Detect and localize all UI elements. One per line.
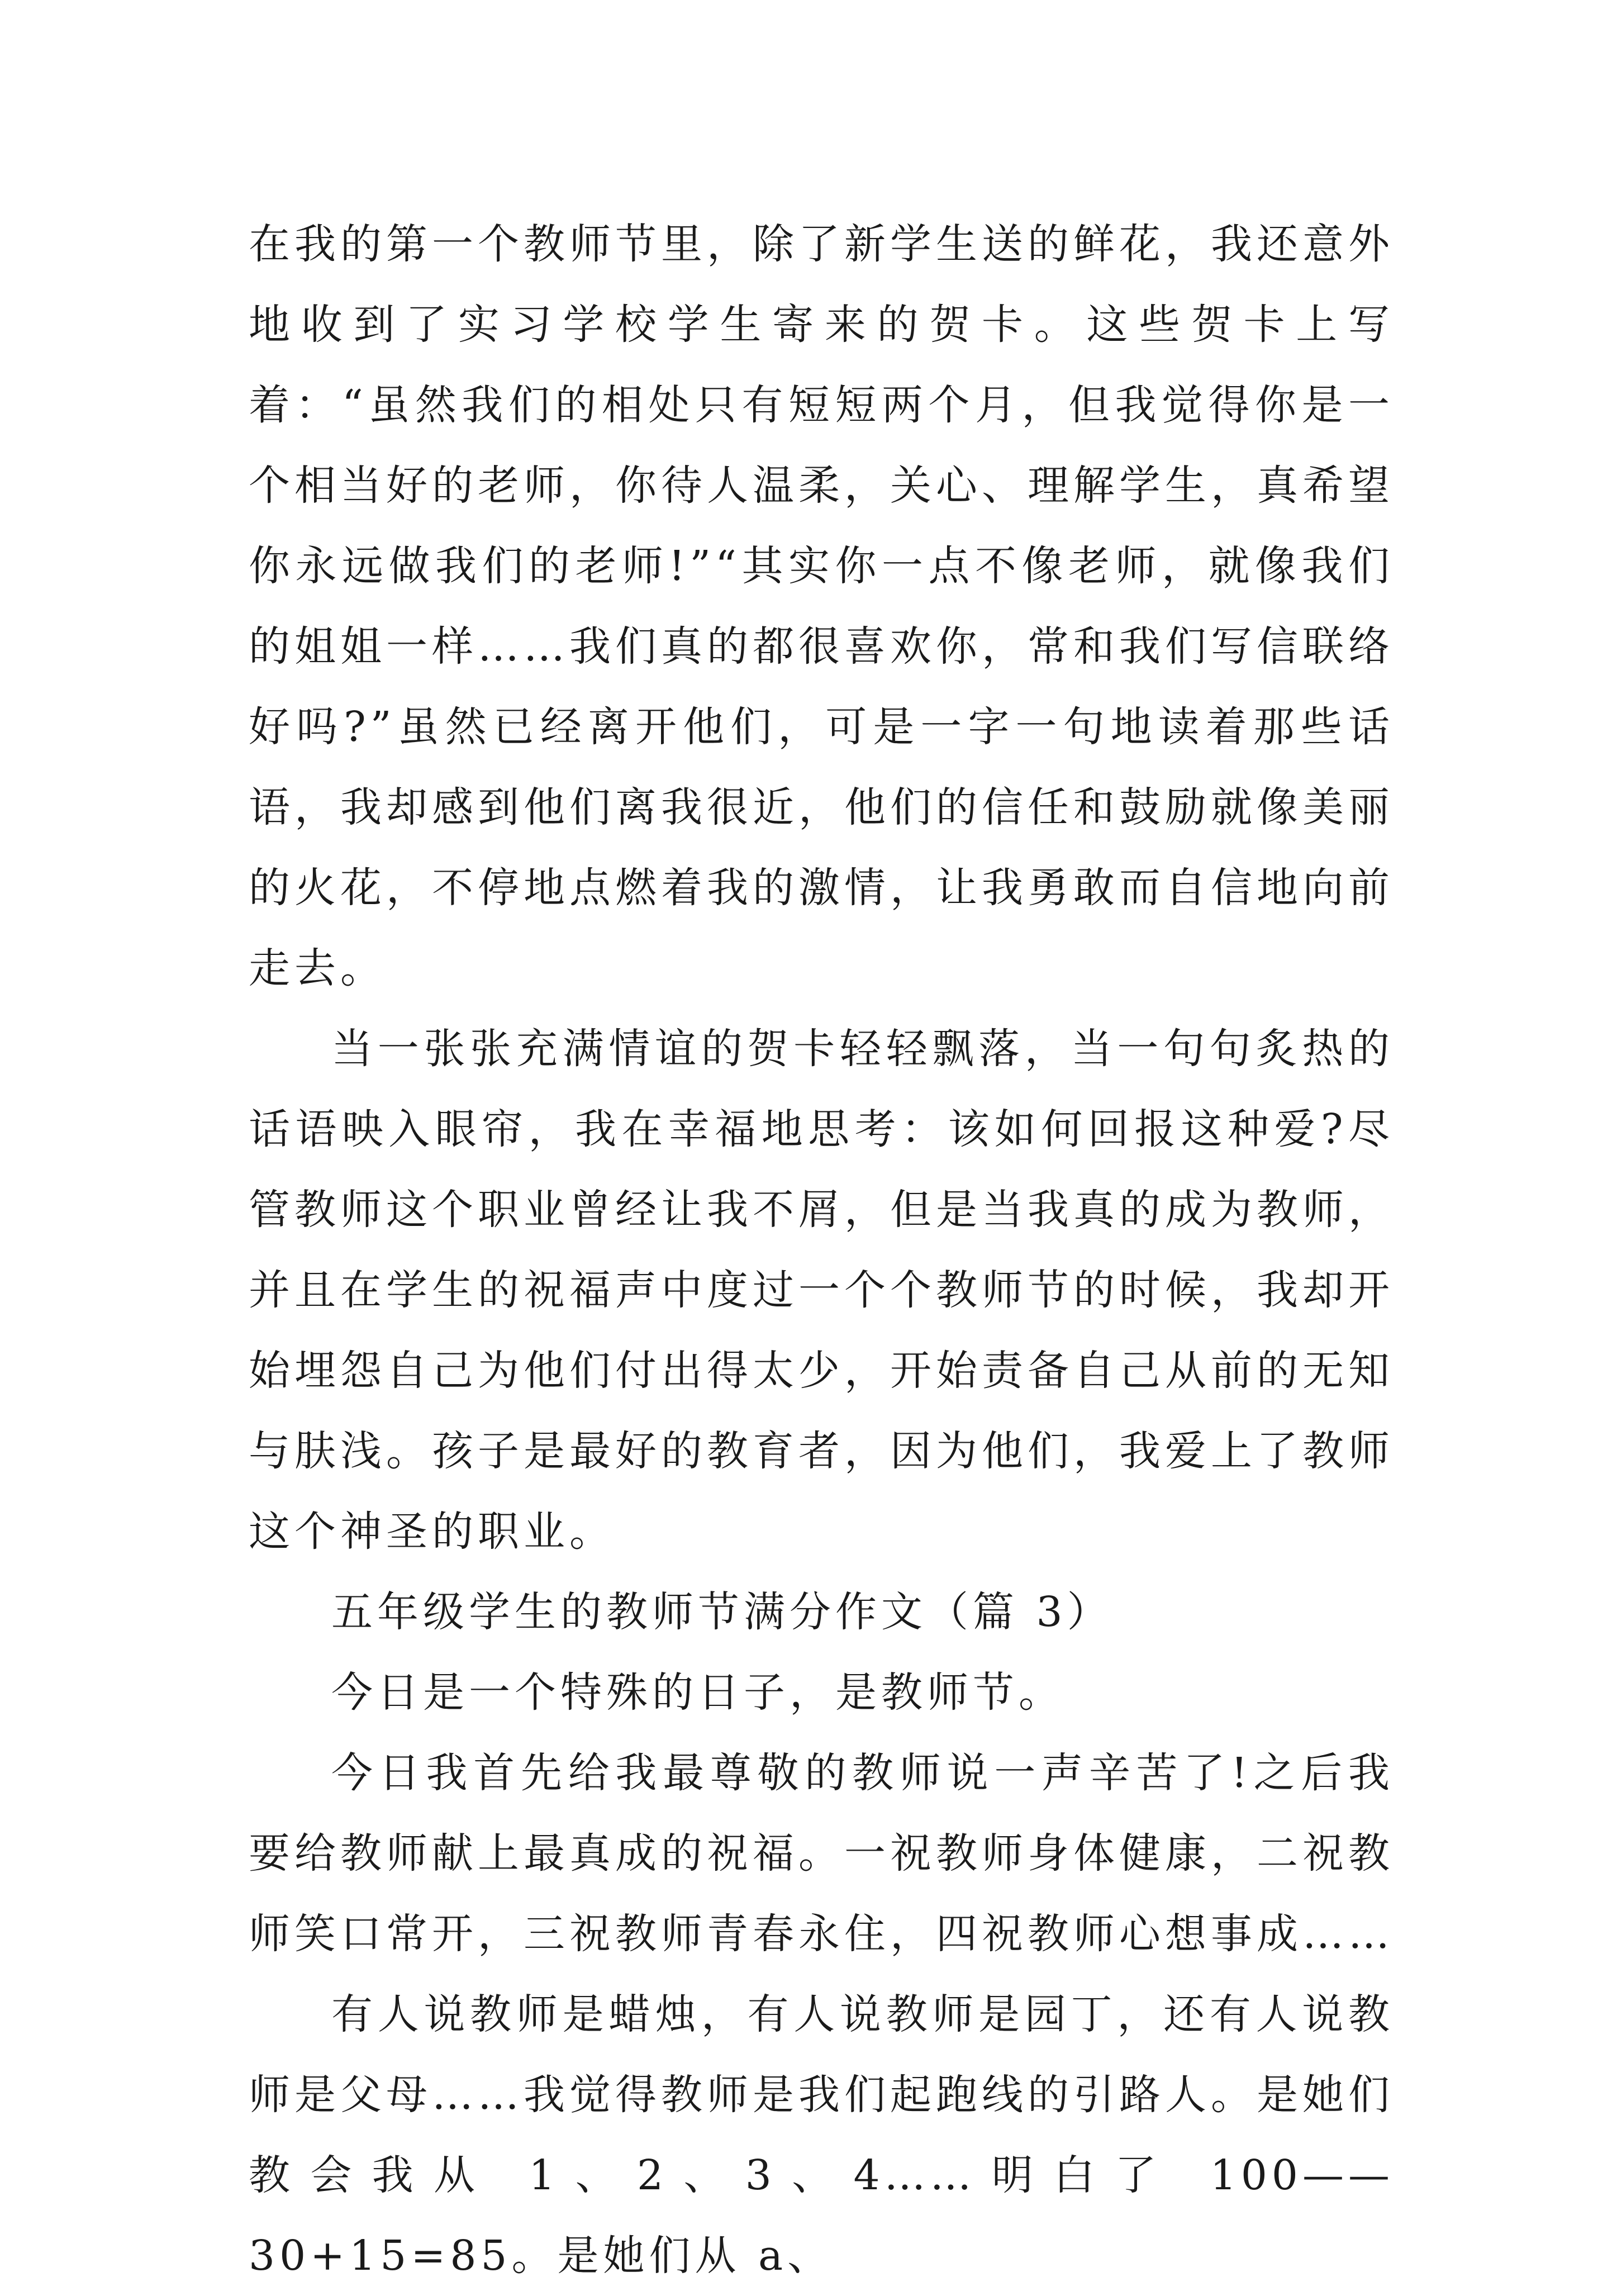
paragraph-3: 今日是一个特殊的日子，是教师节。: [331, 1668, 1064, 1717]
paragraph-2: 当一张张充满情谊的贺卡轻轻飘落，当一句句炙热的话语映入眼帘，我在幸福地思考：该如何回报这种爱?尽管教师这个职业曾经让我不屑，但是当我真的成为教师，并且在学生的祝福声中度过一个个教师节的时候，我却开始埋怨自己为他们付出得太少，开始责备自己从前的无知与肤浅。孩子是最好的教育者，因为他们，我爱上了教师这个神圣的职业。: [249, 1025, 1394, 1556]
document-body: [249, 204, 1394, 2296]
paragraph-4: 今日我首先给我最尊敬的教师说一声辛苦了!之后我要给教师献上最真成的祝福。一祝教师身体健康，二祝教师笑口常开，三祝教师青春永住，四祝教师心想事成……: [249, 1749, 1394, 1958]
paragraph-5: 有人说教师是蜡烛，有人说教师是园丁，还有人说教师是父母……我觉得教师是我们起跑线的引路人。是她们教会我从 1、2、3、4……明白了 100——30+15=85。是她们从 a、: [249, 1990, 1394, 2280]
paragraph-1: 在我的第一个教师节里，除了新学生送的鲜花，我还意外地收到了实习学校学生寄来的贺卡。这些贺卡上写着：“虽然我们的相处只有短短两个月，但我觉得你是一个相当好的老师，你待人温柔，关心、理解学生，真希望你永远做我们的老师!”“其实你一点不像老师，就像我们的姐姐一样……我们真的都很喜欢你，常和我们写信联络好吗?”虽然已经离开他们，可是一字一句地读着那些话语，我却感到他们离我很近，他们的信任和鼓励就像美丽的火花，不停地点燃着我的激情，让我勇敢而自信地向前走去。: [249, 220, 1394, 992]
section-heading: 五年级学生的教师节满分作文（篇 3）: [331, 1588, 1113, 1636]
